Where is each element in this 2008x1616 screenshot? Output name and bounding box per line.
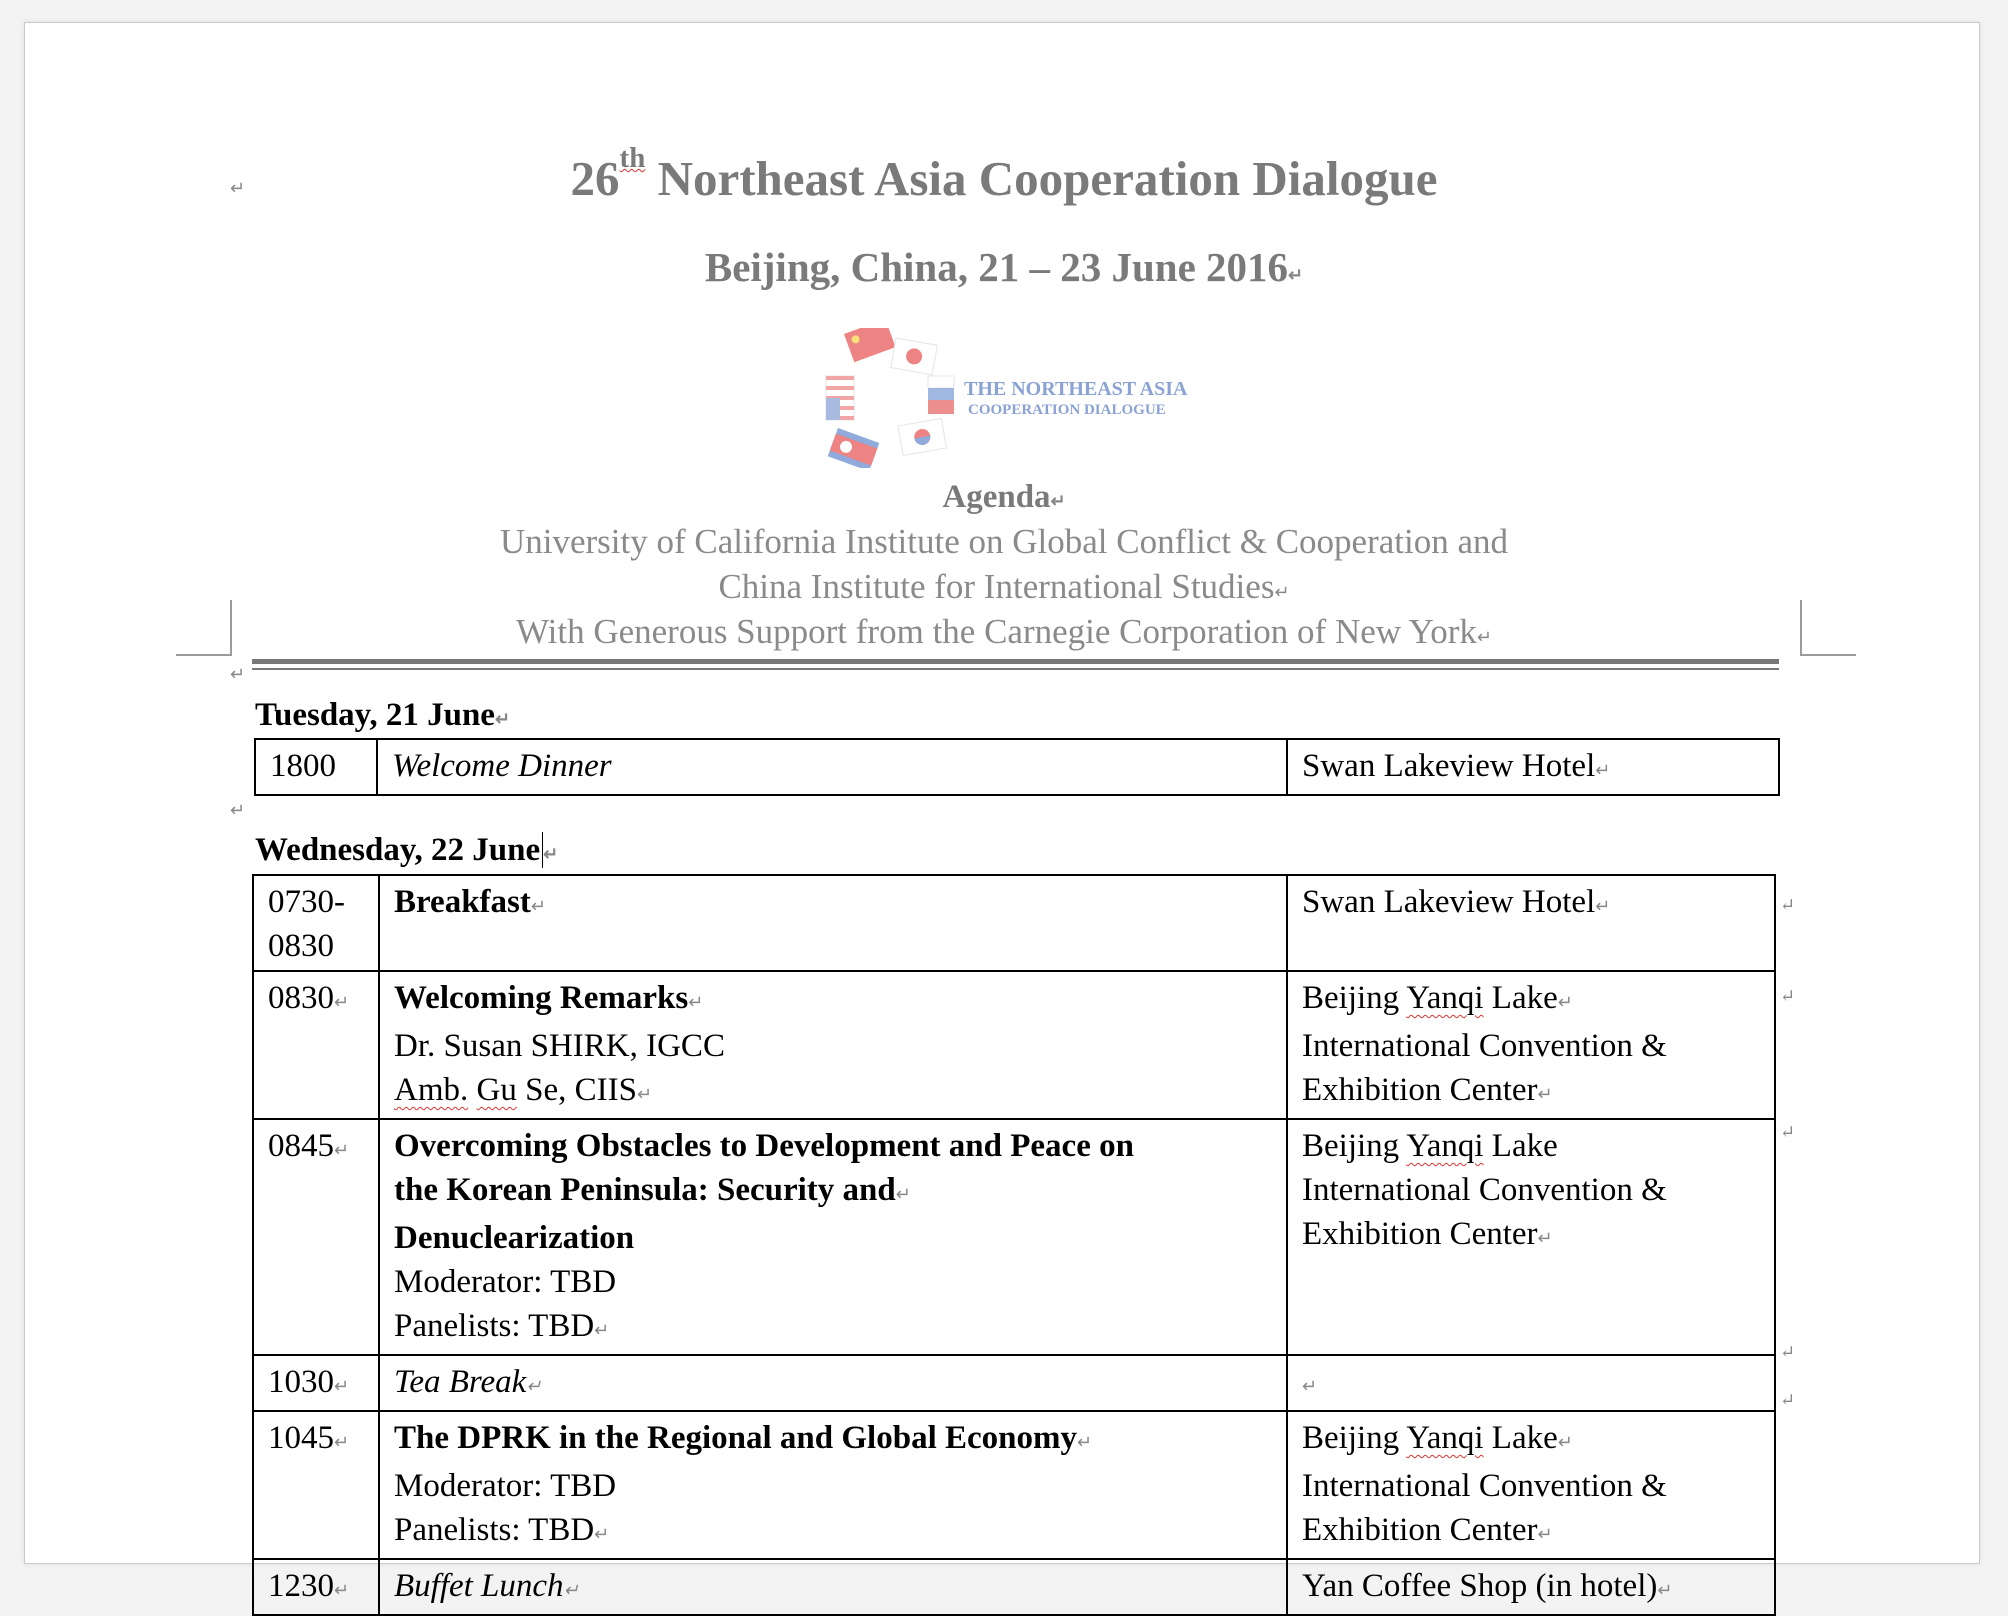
location-cell: ↵ bbox=[1287, 1355, 1775, 1411]
location-text: Lake bbox=[1491, 980, 1558, 1016]
agenda-label: Agenda bbox=[942, 479, 1051, 515]
location-text: Exhibition Center bbox=[1302, 1072, 1538, 1108]
event-text: Breakfast bbox=[394, 884, 531, 920]
location-text: International Convention & bbox=[1302, 1172, 1667, 1208]
panelists-text: Panelists: TBD bbox=[394, 1308, 595, 1344]
title-ordinal-suffix: th bbox=[619, 142, 646, 174]
location-text: Yanqi bbox=[1406, 1128, 1484, 1164]
location-text: Beijing bbox=[1302, 980, 1400, 1016]
paragraph-mark: ↵ bbox=[230, 664, 246, 684]
event-text: Denuclearization bbox=[394, 1220, 635, 1256]
time-text: 0830 bbox=[268, 980, 334, 1016]
table-row bbox=[253, 1119, 1775, 1355]
location-text: Yan Coffee Shop (in hotel) bbox=[1302, 1568, 1658, 1604]
event-text: The DPRK in the Regional and Global Economy bbox=[394, 1420, 1077, 1456]
moderator-text: Moderator: TBD bbox=[394, 1264, 617, 1300]
day-heading: Tuesday, 21 June↵ bbox=[255, 697, 511, 733]
row-end-mark: ↵ bbox=[1780, 986, 1796, 1006]
event-cell: Breakfast↵ bbox=[379, 875, 1287, 971]
event-cell bbox=[377, 739, 1287, 795]
row-end-mark: ↵ bbox=[1780, 895, 1796, 915]
organizer-line-2: China Institute for International Studies↵ bbox=[718, 567, 1290, 606]
event-cell: Buffet Lunch↵ bbox=[379, 1559, 1287, 1615]
location-text: International Convention & bbox=[1302, 1468, 1667, 1504]
location-text: Yanqi bbox=[1406, 980, 1484, 1016]
location-text: Lake bbox=[1491, 1420, 1558, 1456]
location-text: Exhibition Center bbox=[1302, 1512, 1538, 1548]
document-title bbox=[0, 142, 2008, 207]
event-cell: The DPRK in the Regional and Global Economy↵ Moderator: TBD Panelists: TBD↵ bbox=[379, 1411, 1287, 1559]
event-cell: Welcoming Remarks↵ Dr. Susan SHIRK, IGCC Amb. Gu Se, CIIS↵ bbox=[379, 971, 1287, 1119]
time-cell: 1030↵ bbox=[253, 1355, 379, 1411]
table-row bbox=[253, 1559, 1775, 1615]
time-text: 1045 bbox=[268, 1420, 334, 1456]
location-text: Beijing bbox=[1302, 1128, 1400, 1164]
row-end-mark: ↵ bbox=[1780, 1342, 1796, 1362]
org-text: China Institute for International Studies bbox=[718, 567, 1275, 606]
nead-logo bbox=[816, 328, 1216, 468]
table-row bbox=[253, 1411, 1775, 1559]
header-divider bbox=[252, 659, 1779, 664]
subtitle-text: Beijing, China, 21 – 23 June 2016 bbox=[704, 244, 1289, 290]
schedule-table-tuesday bbox=[254, 738, 1780, 796]
paragraph-mark: ↵ bbox=[230, 800, 246, 820]
location-cell: Swan Lakeview Hotel↵ bbox=[1287, 875, 1775, 971]
speaker-text: Amb. bbox=[394, 1072, 469, 1108]
event-text: Overcoming Obstacles to Development and Peace on bbox=[394, 1128, 1134, 1164]
location-text: Swan Lakeview Hotel bbox=[1302, 748, 1596, 784]
title-text: Northeast Asia Cooperation Dialogue bbox=[657, 151, 1438, 206]
location-text: Exhibition Center bbox=[1302, 1216, 1538, 1252]
location-text: Beijing bbox=[1302, 1420, 1400, 1456]
event-text: Buffet Lunch bbox=[394, 1568, 564, 1604]
row-end-mark: ↵ bbox=[1780, 1390, 1796, 1410]
org-text: With Generous Support from the Carnegie Corporation of New York bbox=[515, 612, 1477, 651]
location-text: Yanqi bbox=[1406, 1420, 1484, 1456]
agenda-heading: Agenda↵ bbox=[942, 479, 1066, 515]
location-text: International Convention & bbox=[1302, 1028, 1667, 1064]
time-text: 1230 bbox=[268, 1568, 334, 1604]
paragraph-mark: ↵ bbox=[230, 178, 246, 198]
row-end-mark: ↵ bbox=[1780, 1122, 1796, 1142]
event-text: the Korean Peninsula: Security and bbox=[394, 1172, 896, 1208]
day-heading: Wednesday, 22 June ↵ bbox=[255, 832, 559, 868]
location-cell: Swan Lakeview Hotel↵ bbox=[1287, 739, 1779, 795]
time-cell: 0830↵ bbox=[253, 971, 379, 1119]
location-cell: Beijing Yanqi Lake↵ International Convention & Exhibition Center↵ bbox=[1287, 1411, 1775, 1559]
time-text: 1800 bbox=[270, 748, 336, 784]
title-number: 26 bbox=[570, 151, 620, 206]
org-text: University of California Institute on Global Conflict & Cooperation and bbox=[499, 522, 1508, 561]
logo-graphic bbox=[816, 328, 1216, 468]
time-cell: 0845↵ bbox=[253, 1119, 379, 1355]
organizer-line-3: With Generous Support from the Carnegie Corporation of New York↵ bbox=[515, 612, 1493, 651]
event-text: Welcoming Remarks bbox=[394, 980, 689, 1016]
time-cell: 1230↵ bbox=[253, 1559, 379, 1615]
location-cell: Beijing Yanqi Lake International Convention & Exhibition Center↵ bbox=[1287, 1119, 1775, 1355]
logo-line-2: COOPERATION DIALOGUE bbox=[968, 402, 1166, 418]
schedule-table-wednesday bbox=[252, 874, 1776, 1616]
location-text: Swan Lakeview Hotel bbox=[1302, 884, 1596, 920]
header-divider bbox=[252, 668, 1779, 670]
time-text: 0830 bbox=[268, 928, 334, 964]
event-text: Tea Break bbox=[394, 1364, 527, 1400]
time-cell: 1045↵ bbox=[253, 1411, 379, 1559]
logo-line-1: THE NORTHEAST ASIA bbox=[964, 378, 1188, 400]
event-cell: Overcoming Obstacles to Development and Peace on the Korean Peninsula: Security and↵ Denuclearization Moderator: TBD Panelists: TBD↵ bbox=[379, 1119, 1287, 1355]
day-label: Tuesday, 21 June bbox=[255, 697, 495, 733]
location-cell: Yan Coffee Shop (in hotel)↵ bbox=[1287, 1559, 1775, 1615]
organizer-line-1 bbox=[0, 522, 2008, 562]
table-row bbox=[253, 875, 1775, 971]
speaker-text: Gu bbox=[476, 1072, 517, 1108]
panelists-text: Panelists: TBD bbox=[394, 1512, 595, 1548]
speaker-text: Dr. Susan SHIRK, IGCC bbox=[394, 1028, 725, 1064]
event-text: Welcome Dinner bbox=[392, 748, 612, 784]
document-subtitle: Beijing, China, 21 – 23 June 2016↵ bbox=[704, 244, 1304, 290]
location-text: Lake bbox=[1491, 1128, 1558, 1164]
time-text: 1030 bbox=[268, 1364, 334, 1400]
day-label: Wednesday, 22 June bbox=[255, 832, 541, 868]
time-cell bbox=[255, 739, 377, 795]
table-row bbox=[255, 739, 1779, 795]
time-text: 0730- bbox=[268, 884, 345, 920]
location-cell: Beijing Yanqi Lake↵ International Convention & Exhibition Center↵ bbox=[1287, 971, 1775, 1119]
table-row bbox=[253, 1355, 1775, 1411]
speaker-text: Se, CIIS bbox=[525, 1072, 637, 1108]
time-text: 0845 bbox=[268, 1128, 334, 1164]
table-row bbox=[253, 971, 1775, 1119]
event-cell: Tea Break↵ bbox=[379, 1355, 1287, 1411]
moderator-text: Moderator: TBD bbox=[394, 1468, 617, 1504]
time-cell bbox=[253, 875, 379, 971]
